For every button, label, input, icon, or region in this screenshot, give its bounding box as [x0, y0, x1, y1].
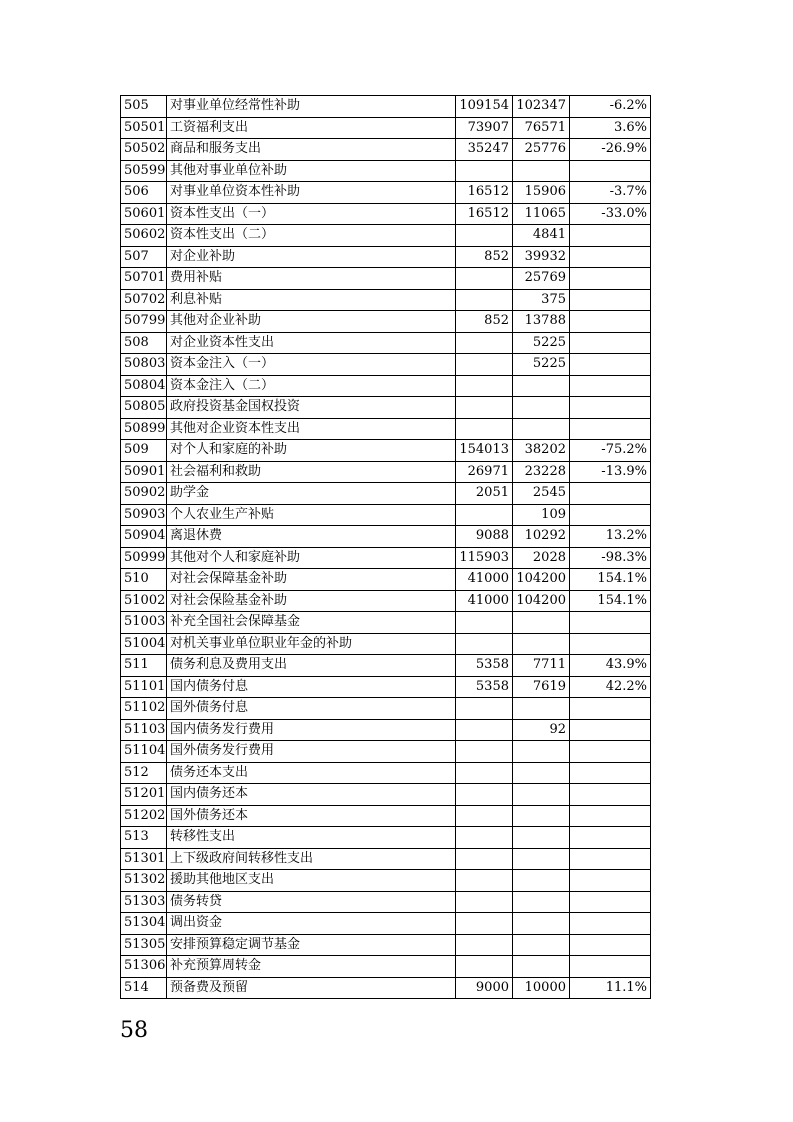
previous-amount-cell: 9088	[456, 526, 513, 548]
item-code-cell: 508	[121, 332, 167, 354]
current-amount-cell: 76571	[513, 117, 570, 139]
change-percent-cell	[570, 375, 651, 397]
change-percent-cell: -6.2%	[570, 96, 651, 118]
current-amount-cell: 10292	[513, 526, 570, 548]
table-row	[121, 719, 651, 741]
item-name-cell: 援助其他地区支出	[167, 870, 456, 892]
previous-amount-cell	[456, 784, 513, 806]
previous-amount-cell: 26971	[456, 461, 513, 483]
table-row	[121, 375, 651, 397]
current-amount-cell	[513, 784, 570, 806]
current-amount-cell	[513, 375, 570, 397]
current-amount-cell: 25769	[513, 268, 570, 290]
item-code-cell: 51304	[121, 913, 167, 935]
item-code-cell: 51101	[121, 676, 167, 698]
item-code-cell: 50803	[121, 354, 167, 376]
table-row	[121, 956, 651, 978]
item-code-cell: 50601	[121, 203, 167, 225]
item-code-cell: 506	[121, 182, 167, 204]
previous-amount-cell	[456, 289, 513, 311]
item-code-cell: 505	[121, 96, 167, 118]
previous-amount-cell	[456, 762, 513, 784]
table-row	[121, 913, 651, 935]
previous-amount-cell	[456, 719, 513, 741]
current-amount-cell	[513, 870, 570, 892]
item-code-cell: 50602	[121, 225, 167, 247]
current-amount-cell	[513, 891, 570, 913]
change-percent-cell	[570, 354, 651, 376]
previous-amount-cell	[456, 332, 513, 354]
item-code-cell: 50903	[121, 504, 167, 526]
previous-amount-cell	[456, 418, 513, 440]
change-percent-cell: 154.1%	[570, 590, 651, 612]
change-percent-cell	[570, 956, 651, 978]
item-code-cell: 50702	[121, 289, 167, 311]
change-percent-cell	[570, 848, 651, 870]
current-amount-cell	[513, 633, 570, 655]
item-name-cell: 对个人和家庭的补助	[167, 440, 456, 462]
table-row	[121, 870, 651, 892]
current-amount-cell: 5225	[513, 354, 570, 376]
previous-amount-cell	[456, 805, 513, 827]
table-row	[121, 96, 651, 118]
previous-amount-cell	[456, 225, 513, 247]
item-name-cell: 对机关事业单位职业年金的补助	[167, 633, 456, 655]
current-amount-cell: 13788	[513, 311, 570, 333]
current-amount-cell: 2545	[513, 483, 570, 505]
previous-amount-cell	[456, 268, 513, 290]
current-amount-cell: 7711	[513, 655, 570, 677]
table-row	[121, 590, 651, 612]
item-name-cell: 补充全国社会保障基金	[167, 612, 456, 634]
item-code-cell: 51004	[121, 633, 167, 655]
item-code-cell: 50599	[121, 160, 167, 182]
item-code-cell: 51104	[121, 741, 167, 763]
table-row	[121, 268, 651, 290]
current-amount-cell: 102347	[513, 96, 570, 118]
table-row	[121, 805, 651, 827]
item-name-cell: 其他对个人和家庭补助	[167, 547, 456, 569]
table-row	[121, 440, 651, 462]
current-amount-cell: 5225	[513, 332, 570, 354]
item-code-cell: 513	[121, 827, 167, 849]
table-row	[121, 203, 651, 225]
previous-amount-cell: 154013	[456, 440, 513, 462]
item-code-cell: 507	[121, 246, 167, 268]
change-percent-cell	[570, 784, 651, 806]
item-name-cell: 其他对企业资本性支出	[167, 418, 456, 440]
table-row	[121, 418, 651, 440]
change-percent-cell	[570, 311, 651, 333]
table-row	[121, 676, 651, 698]
table-body	[121, 96, 651, 999]
item-code-cell: 50904	[121, 526, 167, 548]
item-name-cell: 费用补贴	[167, 268, 456, 290]
item-name-cell: 转移性支出	[167, 827, 456, 849]
current-amount-cell: 92	[513, 719, 570, 741]
item-code-cell: 50501	[121, 117, 167, 139]
item-code-cell: 51303	[121, 891, 167, 913]
item-name-cell: 对企业资本性支出	[167, 332, 456, 354]
item-name-cell: 资本金注入（一）	[167, 354, 456, 376]
current-amount-cell: 109	[513, 504, 570, 526]
current-amount-cell: 23228	[513, 461, 570, 483]
item-name-cell: 商品和服务支出	[167, 139, 456, 161]
item-code-cell: 50899	[121, 418, 167, 440]
change-percent-cell	[570, 268, 651, 290]
table-row	[121, 633, 651, 655]
change-percent-cell	[570, 934, 651, 956]
table-row	[121, 977, 651, 999]
previous-amount-cell	[456, 891, 513, 913]
current-amount-cell	[513, 934, 570, 956]
change-percent-cell	[570, 698, 651, 720]
previous-amount-cell	[456, 956, 513, 978]
item-code-cell: 51202	[121, 805, 167, 827]
change-percent-cell	[570, 246, 651, 268]
change-percent-cell: -98.3%	[570, 547, 651, 569]
previous-amount-cell	[456, 375, 513, 397]
table-row	[121, 225, 651, 247]
change-percent-cell	[570, 397, 651, 419]
item-name-cell: 其他对企业补助	[167, 311, 456, 333]
change-percent-cell: 43.9%	[570, 655, 651, 677]
item-code-cell: 51305	[121, 934, 167, 956]
previous-amount-cell	[456, 827, 513, 849]
table-row	[121, 461, 651, 483]
item-name-cell: 对事业单位资本性补助	[167, 182, 456, 204]
item-name-cell: 对社会保险基金补助	[167, 590, 456, 612]
item-code-cell: 51002	[121, 590, 167, 612]
item-code-cell: 509	[121, 440, 167, 462]
previous-amount-cell: 41000	[456, 590, 513, 612]
item-name-cell: 利息补贴	[167, 289, 456, 311]
item-name-cell: 国外债务发行费用	[167, 741, 456, 763]
item-name-cell: 资本性支出（一）	[167, 203, 456, 225]
item-name-cell: 国内债务付息	[167, 676, 456, 698]
previous-amount-cell: 109154	[456, 96, 513, 118]
previous-amount-cell	[456, 354, 513, 376]
change-percent-cell: -13.9%	[570, 461, 651, 483]
previous-amount-cell: 5358	[456, 676, 513, 698]
item-name-cell: 债务转贷	[167, 891, 456, 913]
item-name-cell: 对事业单位经常性补助	[167, 96, 456, 118]
item-name-cell: 工资福利支出	[167, 117, 456, 139]
current-amount-cell	[513, 612, 570, 634]
current-amount-cell: 7619	[513, 676, 570, 698]
change-percent-cell	[570, 633, 651, 655]
change-percent-cell	[570, 913, 651, 935]
previous-amount-cell	[456, 870, 513, 892]
item-name-cell: 安排预算稳定调节基金	[167, 934, 456, 956]
item-code-cell: 50805	[121, 397, 167, 419]
item-code-cell: 514	[121, 977, 167, 999]
current-amount-cell: 25776	[513, 139, 570, 161]
change-percent-cell	[570, 870, 651, 892]
change-percent-cell: 13.2%	[570, 526, 651, 548]
item-name-cell: 国外债务还本	[167, 805, 456, 827]
item-name-cell: 个人农业生产补贴	[167, 504, 456, 526]
current-amount-cell	[513, 805, 570, 827]
item-name-cell: 国外债务付息	[167, 698, 456, 720]
previous-amount-cell: 16512	[456, 182, 513, 204]
change-percent-cell	[570, 225, 651, 247]
item-name-cell: 调出资金	[167, 913, 456, 935]
current-amount-cell: 38202	[513, 440, 570, 462]
previous-amount-cell	[456, 848, 513, 870]
item-name-cell: 社会福利和救助	[167, 461, 456, 483]
item-name-cell: 国内债务还本	[167, 784, 456, 806]
previous-amount-cell	[456, 934, 513, 956]
change-percent-cell: -75.2%	[570, 440, 651, 462]
current-amount-cell: 4841	[513, 225, 570, 247]
previous-amount-cell: 2051	[456, 483, 513, 505]
table-row	[121, 483, 651, 505]
item-name-cell: 债务利息及费用支出	[167, 655, 456, 677]
table-row	[121, 655, 651, 677]
table-row	[121, 934, 651, 956]
table-row	[121, 698, 651, 720]
change-percent-cell: 42.2%	[570, 676, 651, 698]
current-amount-cell	[513, 160, 570, 182]
item-code-cell: 50804	[121, 375, 167, 397]
change-percent-cell	[570, 483, 651, 505]
previous-amount-cell	[456, 160, 513, 182]
change-percent-cell: 11.1%	[570, 977, 651, 999]
current-amount-cell	[513, 956, 570, 978]
change-percent-cell	[570, 805, 651, 827]
previous-amount-cell	[456, 633, 513, 655]
item-code-cell: 512	[121, 762, 167, 784]
change-percent-cell: -3.7%	[570, 182, 651, 204]
item-code-cell: 50901	[121, 461, 167, 483]
table-row	[121, 741, 651, 763]
current-amount-cell: 39932	[513, 246, 570, 268]
previous-amount-cell	[456, 397, 513, 419]
item-code-cell: 510	[121, 569, 167, 591]
table-row	[121, 569, 651, 591]
item-code-cell: 51103	[121, 719, 167, 741]
table-row	[121, 182, 651, 204]
current-amount-cell	[513, 848, 570, 870]
table-row	[121, 139, 651, 161]
table-row	[121, 526, 651, 548]
change-percent-cell	[570, 504, 651, 526]
previous-amount-cell: 35247	[456, 139, 513, 161]
item-code-cell: 50701	[121, 268, 167, 290]
previous-amount-cell: 5358	[456, 655, 513, 677]
change-percent-cell: 3.6%	[570, 117, 651, 139]
table-row	[121, 827, 651, 849]
previous-amount-cell	[456, 741, 513, 763]
table-row	[121, 848, 651, 870]
item-code-cell: 51302	[121, 870, 167, 892]
item-name-cell: 上下级政府间转移性支出	[167, 848, 456, 870]
budget-table	[120, 95, 651, 999]
change-percent-cell	[570, 719, 651, 741]
previous-amount-cell	[456, 913, 513, 935]
previous-amount-cell: 9000	[456, 977, 513, 999]
item-name-cell: 补充预算周转金	[167, 956, 456, 978]
table-row	[121, 246, 651, 268]
table-row	[121, 762, 651, 784]
change-percent-cell	[570, 418, 651, 440]
change-percent-cell	[570, 741, 651, 763]
current-amount-cell: 2028	[513, 547, 570, 569]
item-code-cell: 51301	[121, 848, 167, 870]
table-row	[121, 289, 651, 311]
item-code-cell: 50799	[121, 311, 167, 333]
item-name-cell: 政府投资基金国权投资	[167, 397, 456, 419]
item-code-cell: 50502	[121, 139, 167, 161]
previous-amount-cell	[456, 612, 513, 634]
current-amount-cell	[513, 762, 570, 784]
change-percent-cell: -26.9%	[570, 139, 651, 161]
previous-amount-cell: 852	[456, 246, 513, 268]
current-amount-cell: 15906	[513, 182, 570, 204]
current-amount-cell	[513, 698, 570, 720]
change-percent-cell	[570, 762, 651, 784]
table-row	[121, 117, 651, 139]
change-percent-cell: 154.1%	[570, 569, 651, 591]
item-name-cell: 其他对事业单位补助	[167, 160, 456, 182]
current-amount-cell: 11065	[513, 203, 570, 225]
item-name-cell: 资本金注入（二）	[167, 375, 456, 397]
previous-amount-cell: 115903	[456, 547, 513, 569]
item-code-cell: 50902	[121, 483, 167, 505]
item-code-cell: 51201	[121, 784, 167, 806]
item-code-cell: 51306	[121, 956, 167, 978]
item-name-cell: 国内债务发行费用	[167, 719, 456, 741]
table-row	[121, 354, 651, 376]
item-name-cell: 预备费及预留	[167, 977, 456, 999]
current-amount-cell: 375	[513, 289, 570, 311]
item-name-cell: 离退休费	[167, 526, 456, 548]
change-percent-cell: -33.0%	[570, 203, 651, 225]
item-name-cell: 对企业补助	[167, 246, 456, 268]
item-code-cell: 51003	[121, 612, 167, 634]
previous-amount-cell: 16512	[456, 203, 513, 225]
current-amount-cell	[513, 418, 570, 440]
change-percent-cell	[570, 891, 651, 913]
table-row	[121, 397, 651, 419]
previous-amount-cell: 41000	[456, 569, 513, 591]
table-row	[121, 784, 651, 806]
change-percent-cell	[570, 827, 651, 849]
table-row	[121, 311, 651, 333]
previous-amount-cell: 73907	[456, 117, 513, 139]
change-percent-cell	[570, 160, 651, 182]
change-percent-cell	[570, 332, 651, 354]
change-percent-cell	[570, 289, 651, 311]
item-name-cell: 资本性支出（二）	[167, 225, 456, 247]
current-amount-cell: 104200	[513, 590, 570, 612]
page-number: 58	[120, 1018, 148, 1043]
change-percent-cell	[570, 612, 651, 634]
item-code-cell: 50999	[121, 547, 167, 569]
previous-amount-cell	[456, 504, 513, 526]
table-row	[121, 504, 651, 526]
current-amount-cell	[513, 913, 570, 935]
previous-amount-cell	[456, 698, 513, 720]
item-code-cell: 51102	[121, 698, 167, 720]
current-amount-cell	[513, 741, 570, 763]
previous-amount-cell: 852	[456, 311, 513, 333]
current-amount-cell: 104200	[513, 569, 570, 591]
item-name-cell: 助学金	[167, 483, 456, 505]
item-code-cell: 511	[121, 655, 167, 677]
item-name-cell: 债务还本支出	[167, 762, 456, 784]
current-amount-cell	[513, 827, 570, 849]
table-row	[121, 160, 651, 182]
table-row	[121, 332, 651, 354]
table-row	[121, 891, 651, 913]
current-amount-cell: 10000	[513, 977, 570, 999]
item-name-cell: 对社会保障基金补助	[167, 569, 456, 591]
table-row	[121, 547, 651, 569]
table-row	[121, 612, 651, 634]
current-amount-cell	[513, 397, 570, 419]
